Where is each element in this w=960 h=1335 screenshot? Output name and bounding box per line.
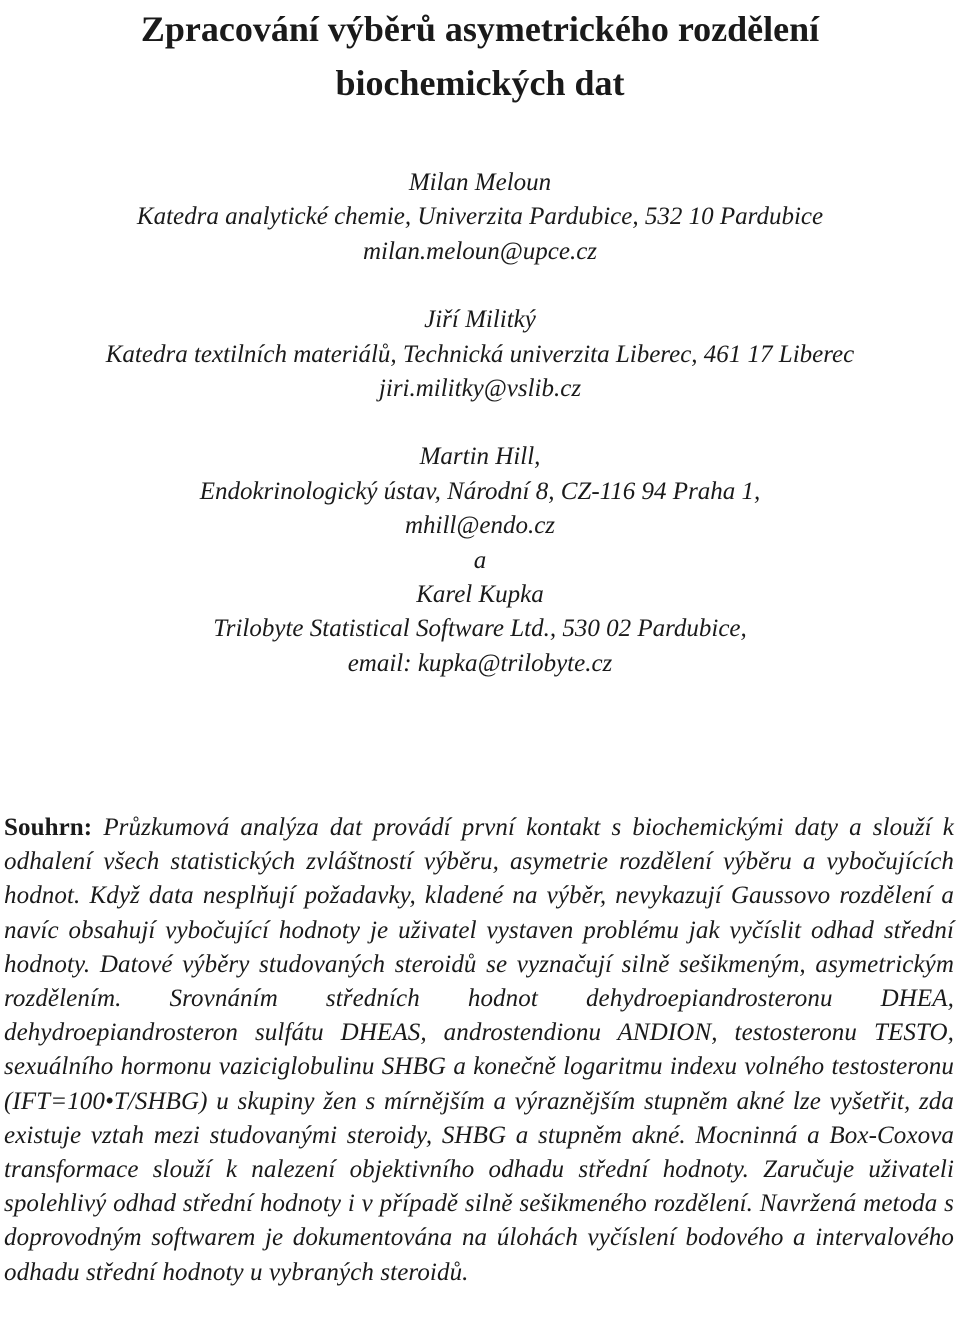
abstract [4,811,954,1290]
paper-title: Zpracování výběrů asymetrického rozdělení biochemických dat [140,9,820,103]
author-name: Karel Kupka [416,581,544,609]
author-list [20,166,940,681]
author-affiliation: Endokrinologický ústav, Národní 8, CZ-116 94 Praha 1, [199,477,761,505]
author-name: Milan Meloun [408,169,552,196]
author-email: milan.meloun@upce.cz [362,237,598,265]
author-email: mhill@endo.cz [404,512,556,540]
author-affiliation: Katedra analytické chemie, Univerzita Pardubice, 532 10 Pardubice [136,203,824,231]
author-conjunction: a [473,546,487,574]
author-name: Jiří Militký [424,306,536,334]
author-affiliation: Trilobyte Statistical Software Ltd., 530 02 Pardubice, [213,615,747,643]
author-email: jiri.militky@vslib.cz [378,375,582,403]
author-email: email: kupka@trilobyte.cz [347,649,613,677]
author-affiliation: Katedra textilních materiálů, Technická univerzita Liberec, 461 17 Liberec [105,340,855,368]
abstract-label: Souhrn: [4,814,93,841]
abstract-text: Průzkumová analýza dat provádí první kontakt s biochemickými daty a slouží k odhalení všech statistických zvláštností výběru, asymetrie rozdělení výběru a vybočujících hodnot. Když data nesplňují požadavky, kladené na výběr, nevykazují Gaussovo rozdělení a navíc obsahují vybočující hodnoty je uživatel vystaven problému jak vyčíslit odhad střední hodnoty. Datové výběry studovaných steroidů se vyznačují silně sešikmeným, asymetrickým rozdělením. Srovnáním středních hodnot dehydroepiandrosteronu DHEA, dehydroepiandrosteron sulfátu DHEAS, androstendionu ANDION, testosteronu TESTO, sexuálního hormonu vaziciglobulinu SHBG a konečně logaritmu indexu volného testosteronu (IFT=100•T/SHBG) u skupiny žen s mírnějším a výraznějším stupněm akné lze vyšetřit, zda existuje vztah mezi studovanými steroidy, SHBG a stupněm akné. Mocninná a Box-Coxova transformace slouží k nalezení objektivního odhadu střední hodnoty. Zaručuje uživateli spolehlivý odhad střední hodnoty i v případě silně sešikmeného rozdělení. Navržená metoda s doprovodným softwarem je dokumentována na úlohách vyčíslení bodového a intervalového odhadu střední hodnoty u vybraných steroidů. [4,814,954,1286]
author-name: Martin Hill, [419,443,541,471]
